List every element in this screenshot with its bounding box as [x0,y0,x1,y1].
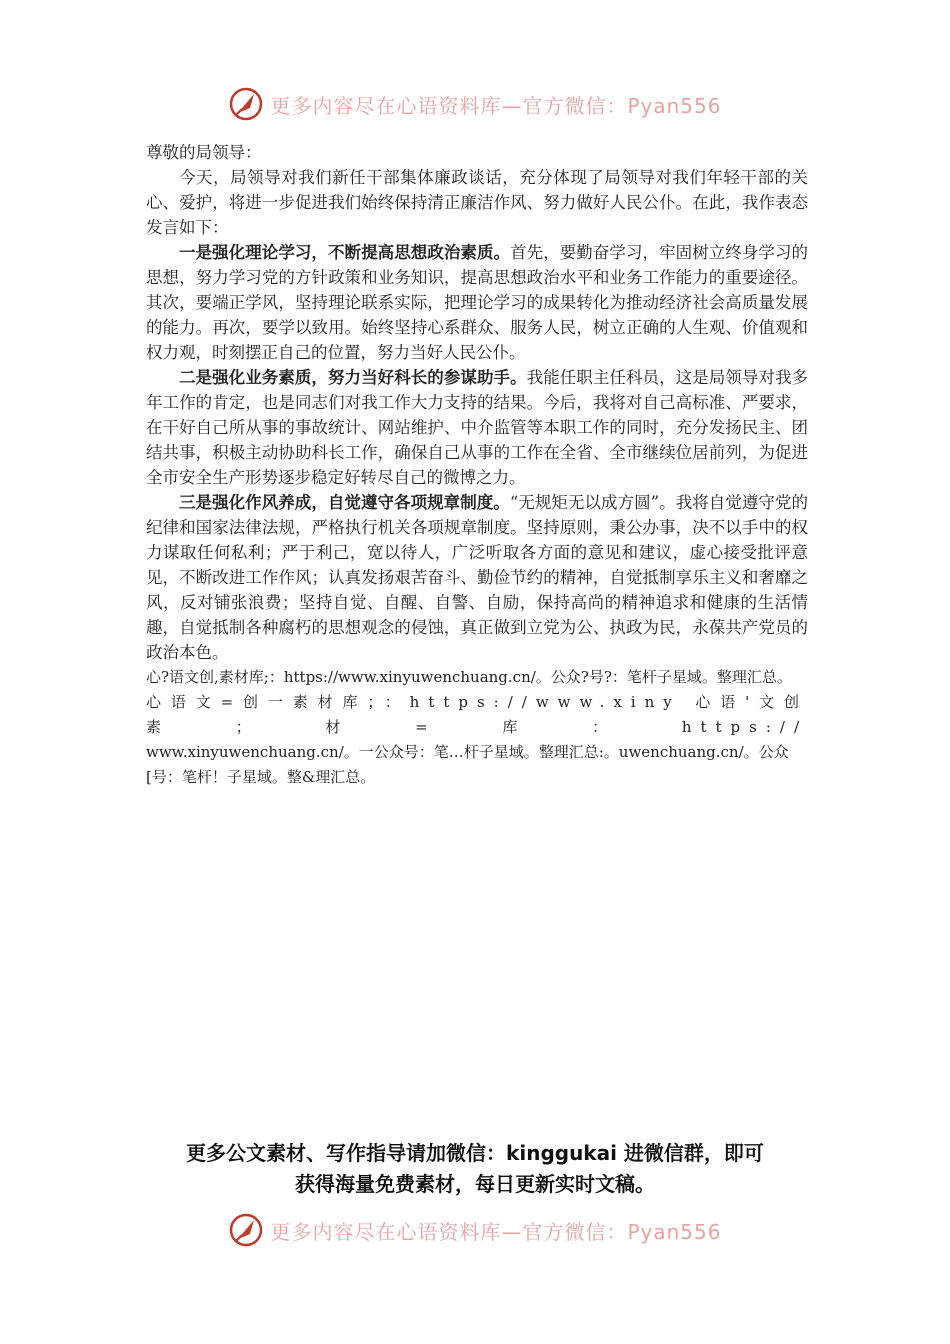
header-banner [0,84,950,124]
source-line: [号：笔杆！子星域。整&理汇总。 [146,768,376,786]
greeting: 尊敬的局领导： [146,143,262,162]
promo-line: 更多公文素材、写作指导请加微信：kinggukai 进微信群，即可 [186,1141,764,1165]
promo-notice [0,1138,950,1200]
point-lead: 一是强化理论学习，不断提高思想政治素质。 [179,243,511,262]
point-paragraph-1 [146,240,808,365]
promo-line: 获得海量免费素材，每日更新实时文稿。 [295,1172,655,1196]
point-lead: 三是强化作风养成，自觉遵守各项规章制度。 [179,493,510,512]
point-lead: 二是强化业务素质，努力当好科长的参谋助手。 [179,368,527,387]
footer-banner-text: 更多内容尽在心语资料库—官方微信：Pyan556 [270,1219,722,1244]
point-text: 我能任职主任科员，这是局领导对我多年工作的肯定，也是同志们对我工作大力支持的结果。今后，我将对自己高标准、严要求，在干好自己所从事的事故统计、网站维护、中介监管等本职工作的同时，充分发扬民主、团结共事，积极主动协助科长工作，确保自己从事的工作在全省、全市继续位居前列，为促进全市安全生产形势逐步稳定好转尽自己的微博之力。 [146,368,809,487]
point-paragraph-3 [146,490,808,665]
quill-logo-icon [228,1212,264,1248]
point-text: 首先，要勤奋学习，牢固树立终身学习的思想，努力学习党的方针政策和业务知识，提高思想政治水平和业务工作能力的重要途径。其次，要端正学风，坚持理论联系实际，把理论学习的成果转化为推动经济社会高质量发展的能力。再次，要学以致用。始终坚持心系群众、服务人民，树立正确的人生观、价值观和权力观，时刻摆正自己的位置，努力当好人民公仆。 [146,243,809,362]
point-paragraph-2 [146,365,808,490]
source-line: www.xinyuwenchuang.cn/。一公众号：笔…杆子星域。整理汇总:。uwenchuang.cn/。公众 [146,743,789,761]
intro-paragraph: 今天，局领导对我们新任干部集体廉政谈话，充分体现了局领导对我们年轻干部的关心、爱护，将进一步促进我们始终保持清正廉洁作风、努力做好人民公仆。在此，我作表态发言如下： [146,168,808,237]
source-line: 心语文=创一素材库；：https://www.xiny 心语'文创素；材=库：https:// [146,693,808,736]
document-body [146,140,808,790]
quill-logo-icon [228,86,264,122]
header-banner-text: 更多内容尽在心语资料库—官方微信：Pyan556 [270,93,722,118]
point-text: “无规矩无以成方圆”。我将自觉遵守党的纪律和国家法律法规，严格执行机关各项规章制度。坚持原则，秉公办事，决不以手中的权力谋取任何私利；严于利己，宽以待人，广泛听取各方面的意见和建议，虚心接受批评意见，不断改进工作作风；认真发扬艰苦奋斗、勤俭节约的精神，自觉抵制享乐主义和奢靡之风，反对铺张浪费；坚持自觉、自醒、自警、自励，保持高尚的精神追求和健康的生活情趣，自觉抵制各种腐朽的思想观念的侵蚀，真正做到立党为公、执政为民，永葆共产党员的政治本色。 [146,493,808,662]
source-line: 心?语文创,素材库;：https://www.xinyuwenchuang.cn/。公众?号?：笔杆子星域。整理汇总。 [146,668,792,686]
footer-banner [0,1210,950,1250]
